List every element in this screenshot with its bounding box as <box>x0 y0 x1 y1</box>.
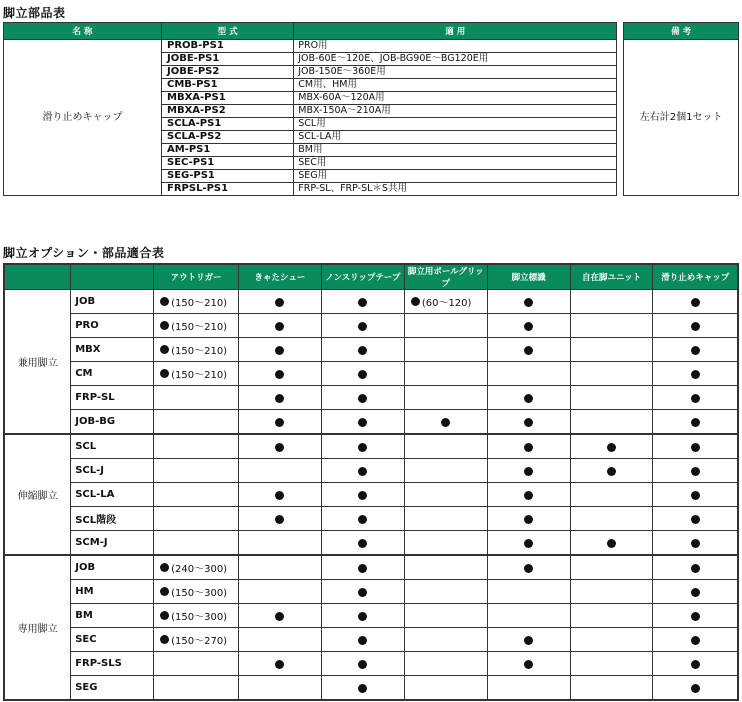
compatible-dot-icon <box>691 467 700 476</box>
compat-cell <box>570 628 653 652</box>
compat-cell <box>239 290 322 314</box>
compat-cell <box>154 434 239 459</box>
compat-cell <box>321 580 404 604</box>
compat-cell <box>570 483 653 507</box>
compat-cell <box>154 507 239 531</box>
compat-cell <box>653 483 738 507</box>
compat-cell <box>653 507 738 531</box>
compat-cell <box>487 362 570 386</box>
part-use: CM用、HM用 <box>294 79 617 92</box>
compat-cell <box>154 386 239 410</box>
compat-table-title: 脚立オプション・部品適合表 <box>3 246 165 260</box>
compat-cell <box>404 676 487 701</box>
parts-row <box>4 40 739 53</box>
size-range: (150〜300) <box>171 612 228 623</box>
compat-cell <box>570 410 653 435</box>
compat-cell <box>321 314 404 338</box>
model-name: SCL <box>71 434 154 459</box>
compat-cell <box>653 314 738 338</box>
column-header: 滑り止めキャップ <box>653 264 738 290</box>
compat-cell <box>321 628 404 652</box>
compatible-dot-icon <box>524 298 533 307</box>
compatible-dot-icon <box>160 587 169 596</box>
compat-cell <box>321 290 404 314</box>
compatible-dot-icon <box>275 612 284 621</box>
model-name: SCL-LA <box>71 483 154 507</box>
compat-cell <box>154 580 239 604</box>
size-range: (150〜270) <box>171 636 228 647</box>
compat-cell <box>487 290 570 314</box>
part-use: SCL-LA用 <box>294 131 617 144</box>
model-name: SEC <box>71 628 154 652</box>
compatible-dot-icon <box>691 298 700 307</box>
column-header: アウトリガー <box>154 264 239 290</box>
part-model: JOBE-PS1 <box>162 53 294 66</box>
compat-cell <box>653 580 738 604</box>
compat-cell <box>154 290 239 314</box>
compat-row <box>4 386 738 410</box>
compatible-dot-icon <box>691 491 700 500</box>
compat-cell <box>321 434 404 459</box>
model-name: PRO <box>71 314 154 338</box>
compat-cell <box>570 314 653 338</box>
compat-row <box>4 604 738 628</box>
compat-cell <box>321 555 404 580</box>
compatible-dot-icon <box>691 322 700 331</box>
compat-row <box>4 507 738 531</box>
compat-row <box>4 410 738 435</box>
part-use: PRO用 <box>294 40 617 53</box>
compat-cell <box>653 338 738 362</box>
part-use: SEC用 <box>294 157 617 170</box>
part-use: FRP-SL、FRP-SL＊S共用 <box>294 183 617 196</box>
compat-cell <box>570 459 653 483</box>
compat-cell <box>487 580 570 604</box>
compat-cell <box>321 338 404 362</box>
compat-cell <box>404 314 487 338</box>
model-name: HM <box>71 580 154 604</box>
size-range: (150〜210) <box>171 298 228 309</box>
compat-cell <box>239 580 322 604</box>
header-remarks: 備 考 <box>624 23 739 40</box>
compatible-dot-icon <box>160 369 169 378</box>
compatible-dot-icon <box>607 443 616 452</box>
compat-cell <box>239 507 322 531</box>
compatible-dot-icon <box>358 298 367 307</box>
compat-cell <box>487 628 570 652</box>
compatible-dot-icon <box>275 443 284 452</box>
compat-row <box>4 338 738 362</box>
compatible-dot-icon <box>275 346 284 355</box>
compat-row <box>4 580 738 604</box>
compat-cell <box>239 434 322 459</box>
compat-table-header <box>4 264 738 290</box>
compatible-dot-icon <box>691 539 700 548</box>
model-name: JOB-BG <box>71 410 154 435</box>
compat-cell <box>570 604 653 628</box>
compat-row <box>4 290 738 314</box>
compat-cell <box>653 652 738 676</box>
model-name: JOB <box>71 555 154 580</box>
compat-cell <box>239 628 322 652</box>
compat-cell <box>239 386 322 410</box>
part-model: SCLA-PS1 <box>162 118 294 131</box>
compat-cell <box>239 338 322 362</box>
compatible-dot-icon <box>691 660 700 669</box>
compatible-dot-icon <box>524 346 533 355</box>
compat-row <box>4 676 738 701</box>
compat-cell <box>239 555 322 580</box>
compatible-dot-icon <box>524 636 533 645</box>
compatible-dot-icon <box>691 612 700 621</box>
compat-cell <box>404 604 487 628</box>
compatible-dot-icon <box>358 443 367 452</box>
part-use: SEG用 <box>294 170 617 183</box>
compat-cell <box>404 459 487 483</box>
compatible-dot-icon <box>358 660 367 669</box>
compatible-dot-icon <box>275 418 284 427</box>
compat-cell <box>404 483 487 507</box>
compatible-dot-icon <box>358 394 367 403</box>
compatible-dot-icon <box>524 491 533 500</box>
part-use: BM用 <box>294 144 617 157</box>
compat-row <box>4 531 738 556</box>
compatible-dot-icon <box>524 515 533 524</box>
compat-cell <box>154 338 239 362</box>
compat-cell <box>154 676 239 701</box>
compatible-dot-icon <box>275 394 284 403</box>
compatible-dot-icon <box>691 588 700 597</box>
compat-cell <box>570 434 653 459</box>
compat-cell <box>154 410 239 435</box>
compat-cell <box>404 290 487 314</box>
model-name: SCM-J <box>71 531 154 556</box>
parts-table <box>3 22 739 196</box>
compat-cell <box>321 507 404 531</box>
size-range: (240〜300) <box>171 564 228 575</box>
spacer-cell <box>617 40 624 196</box>
compat-cell <box>487 531 570 556</box>
compat-cell <box>154 459 239 483</box>
compat-cell <box>570 338 653 362</box>
compatible-dot-icon <box>275 491 284 500</box>
group-label: 兼用脚立 <box>4 290 71 435</box>
part-model: CMB-PS1 <box>162 79 294 92</box>
compat-table <box>3 263 739 701</box>
compat-row <box>4 652 738 676</box>
compatible-dot-icon <box>691 564 700 573</box>
compat-cell <box>404 531 487 556</box>
compat-cell <box>653 386 738 410</box>
part-use: SCL用 <box>294 118 617 131</box>
model-name: BM <box>71 604 154 628</box>
part-use: MBX-150A〜210A用 <box>294 105 617 118</box>
compat-cell <box>653 410 738 435</box>
header-spacer <box>617 23 624 40</box>
compatible-dot-icon <box>275 515 284 524</box>
compatible-dot-icon <box>275 298 284 307</box>
compat-cell <box>239 676 322 701</box>
compat-cell <box>404 507 487 531</box>
compatible-dot-icon <box>358 467 367 476</box>
compatible-dot-icon <box>358 515 367 524</box>
compat-cell <box>487 386 570 410</box>
compat-cell <box>154 628 239 652</box>
model-name: SEG <box>71 676 154 701</box>
compat-cell <box>570 290 653 314</box>
compat-row <box>4 459 738 483</box>
column-header: 脚立標識 <box>487 264 570 290</box>
header-blank-2 <box>71 264 154 290</box>
part-model: MBXA-PS1 <box>162 92 294 105</box>
compatible-dot-icon <box>160 345 169 354</box>
part-remarks: 左右計2個1セット <box>624 40 739 196</box>
compat-cell <box>487 434 570 459</box>
model-name: SCL-J <box>71 459 154 483</box>
header-blank-1 <box>4 264 71 290</box>
compat-cell <box>653 531 738 556</box>
compat-row <box>4 434 738 459</box>
compat-row <box>4 555 738 580</box>
compat-cell <box>154 604 239 628</box>
compatible-dot-icon <box>358 346 367 355</box>
compatible-dot-icon <box>691 684 700 693</box>
compat-cell <box>487 338 570 362</box>
column-header: 脚立用ポールグリップ <box>404 264 487 290</box>
compatible-dot-icon <box>691 346 700 355</box>
part-model: AM-PS1 <box>162 144 294 157</box>
compatible-dot-icon <box>160 611 169 620</box>
compat-cell <box>321 676 404 701</box>
compatible-dot-icon <box>358 370 367 379</box>
header-name: 名 称 <box>4 23 162 40</box>
compat-cell <box>239 652 322 676</box>
compat-cell <box>239 410 322 435</box>
compat-cell <box>487 410 570 435</box>
compat-cell <box>154 555 239 580</box>
parts-table-title: 脚立部品表 <box>3 6 66 20</box>
compatible-dot-icon <box>275 370 284 379</box>
compat-cell <box>653 434 738 459</box>
part-use: JOB-150E〜360E用 <box>294 66 617 79</box>
compat-cell <box>653 290 738 314</box>
compat-cell <box>487 483 570 507</box>
compat-cell <box>321 531 404 556</box>
compat-row <box>4 483 738 507</box>
part-model: MBXA-PS2 <box>162 105 294 118</box>
column-header: きゃたシュー <box>239 264 322 290</box>
compatible-dot-icon <box>524 443 533 452</box>
size-range: (60〜120) <box>421 298 472 309</box>
compatible-dot-icon <box>607 539 616 548</box>
compat-row <box>4 314 738 338</box>
compat-cell <box>404 652 487 676</box>
compat-cell <box>321 386 404 410</box>
compat-cell <box>570 507 653 531</box>
compatible-dot-icon <box>524 394 533 403</box>
compatible-dot-icon <box>358 612 367 621</box>
group-label: 伸縮脚立 <box>4 434 71 555</box>
compat-cell <box>487 314 570 338</box>
compat-cell <box>321 410 404 435</box>
compat-cell <box>321 459 404 483</box>
part-model: SCLA-PS2 <box>162 131 294 144</box>
compatible-dot-icon <box>160 563 169 572</box>
compatible-dot-icon <box>275 660 284 669</box>
compat-cell <box>570 676 653 701</box>
compat-cell <box>653 604 738 628</box>
part-model: FRPSL-PS1 <box>162 183 294 196</box>
compat-cell <box>570 555 653 580</box>
compatible-dot-icon <box>524 564 533 573</box>
part-model: SEG-PS1 <box>162 170 294 183</box>
compatible-dot-icon <box>691 515 700 524</box>
model-name: MBX <box>71 338 154 362</box>
parts-table-header <box>4 23 739 40</box>
compat-row <box>4 628 738 652</box>
model-name: FRP-SLS <box>71 652 154 676</box>
compat-cell <box>404 434 487 459</box>
compat-cell <box>154 314 239 338</box>
compatible-dot-icon <box>691 636 700 645</box>
compat-cell <box>570 531 653 556</box>
compat-cell <box>154 362 239 386</box>
compat-cell <box>321 604 404 628</box>
compatible-dot-icon <box>160 297 169 306</box>
compat-cell <box>239 604 322 628</box>
compatible-dot-icon <box>691 418 700 427</box>
compat-cell <box>653 362 738 386</box>
compatible-dot-icon <box>358 684 367 693</box>
compatible-dot-icon <box>358 418 367 427</box>
compatible-dot-icon <box>524 418 533 427</box>
compat-cell <box>653 459 738 483</box>
part-name: 滑り止めキャップ <box>4 40 162 196</box>
compatible-dot-icon <box>524 322 533 331</box>
compat-cell <box>404 362 487 386</box>
compat-cell <box>487 459 570 483</box>
compatible-dot-icon <box>691 443 700 452</box>
compat-cell <box>239 362 322 386</box>
model-name: JOB <box>71 290 154 314</box>
compat-cell <box>321 483 404 507</box>
header-model: 型 式 <box>162 23 294 40</box>
compatible-dot-icon <box>358 322 367 331</box>
model-name: SCL階段 <box>71 507 154 531</box>
group-label: 専用脚立 <box>4 555 71 700</box>
compat-cell <box>570 652 653 676</box>
size-range: (150〜210) <box>171 346 228 357</box>
part-model: SEC-PS1 <box>162 157 294 170</box>
compat-cell <box>653 628 738 652</box>
part-model: PROB-PS1 <box>162 40 294 53</box>
compat-cell <box>570 362 653 386</box>
compat-cell <box>404 580 487 604</box>
header-use: 適 用 <box>294 23 617 40</box>
compat-cell <box>321 652 404 676</box>
compatible-dot-icon <box>691 394 700 403</box>
compatible-dot-icon <box>358 491 367 500</box>
compat-cell <box>154 531 239 556</box>
compat-cell <box>239 483 322 507</box>
compat-cell <box>404 628 487 652</box>
compat-cell <box>653 555 738 580</box>
column-header: ノンスリップテープ <box>321 264 404 290</box>
compatible-dot-icon <box>607 467 616 476</box>
compatible-dot-icon <box>691 370 700 379</box>
size-range: (150〜210) <box>171 370 228 381</box>
model-name: CM <box>71 362 154 386</box>
compat-cell <box>570 386 653 410</box>
compatible-dot-icon <box>275 322 284 331</box>
compat-cell <box>404 338 487 362</box>
compatible-dot-icon <box>524 660 533 669</box>
compat-cell <box>487 555 570 580</box>
compatible-dot-icon <box>160 635 169 644</box>
compat-cell <box>154 652 239 676</box>
compat-cell <box>239 459 322 483</box>
size-range: (150〜300) <box>171 588 228 599</box>
compatible-dot-icon <box>524 467 533 476</box>
compat-cell <box>570 580 653 604</box>
compatible-dot-icon <box>524 539 533 548</box>
compatible-dot-icon <box>160 321 169 330</box>
size-range: (150〜210) <box>171 322 228 333</box>
compatible-dot-icon <box>358 636 367 645</box>
compat-cell <box>239 314 322 338</box>
part-use: MBX-60A〜120A用 <box>294 92 617 105</box>
part-model: JOBE-PS2 <box>162 66 294 79</box>
compat-cell <box>404 410 487 435</box>
column-header: 自在脚ユニット <box>570 264 653 290</box>
compatible-dot-icon <box>358 539 367 548</box>
compat-cell <box>154 483 239 507</box>
compat-cell <box>321 362 404 386</box>
compat-cell <box>404 386 487 410</box>
compat-cell <box>487 652 570 676</box>
compat-cell <box>487 507 570 531</box>
compatible-dot-icon <box>411 297 420 306</box>
compat-cell <box>487 676 570 701</box>
compatible-dot-icon <box>358 588 367 597</box>
compat-cell <box>487 604 570 628</box>
model-name: FRP-SL <box>71 386 154 410</box>
compat-cell <box>239 531 322 556</box>
part-use: JOB-60E〜120E、JOB-BG90E〜BG120E用 <box>294 53 617 66</box>
compat-cell <box>404 555 487 580</box>
compat-row <box>4 362 738 386</box>
compatible-dot-icon <box>441 418 450 427</box>
compatible-dot-icon <box>358 564 367 573</box>
compat-cell <box>653 676 738 701</box>
